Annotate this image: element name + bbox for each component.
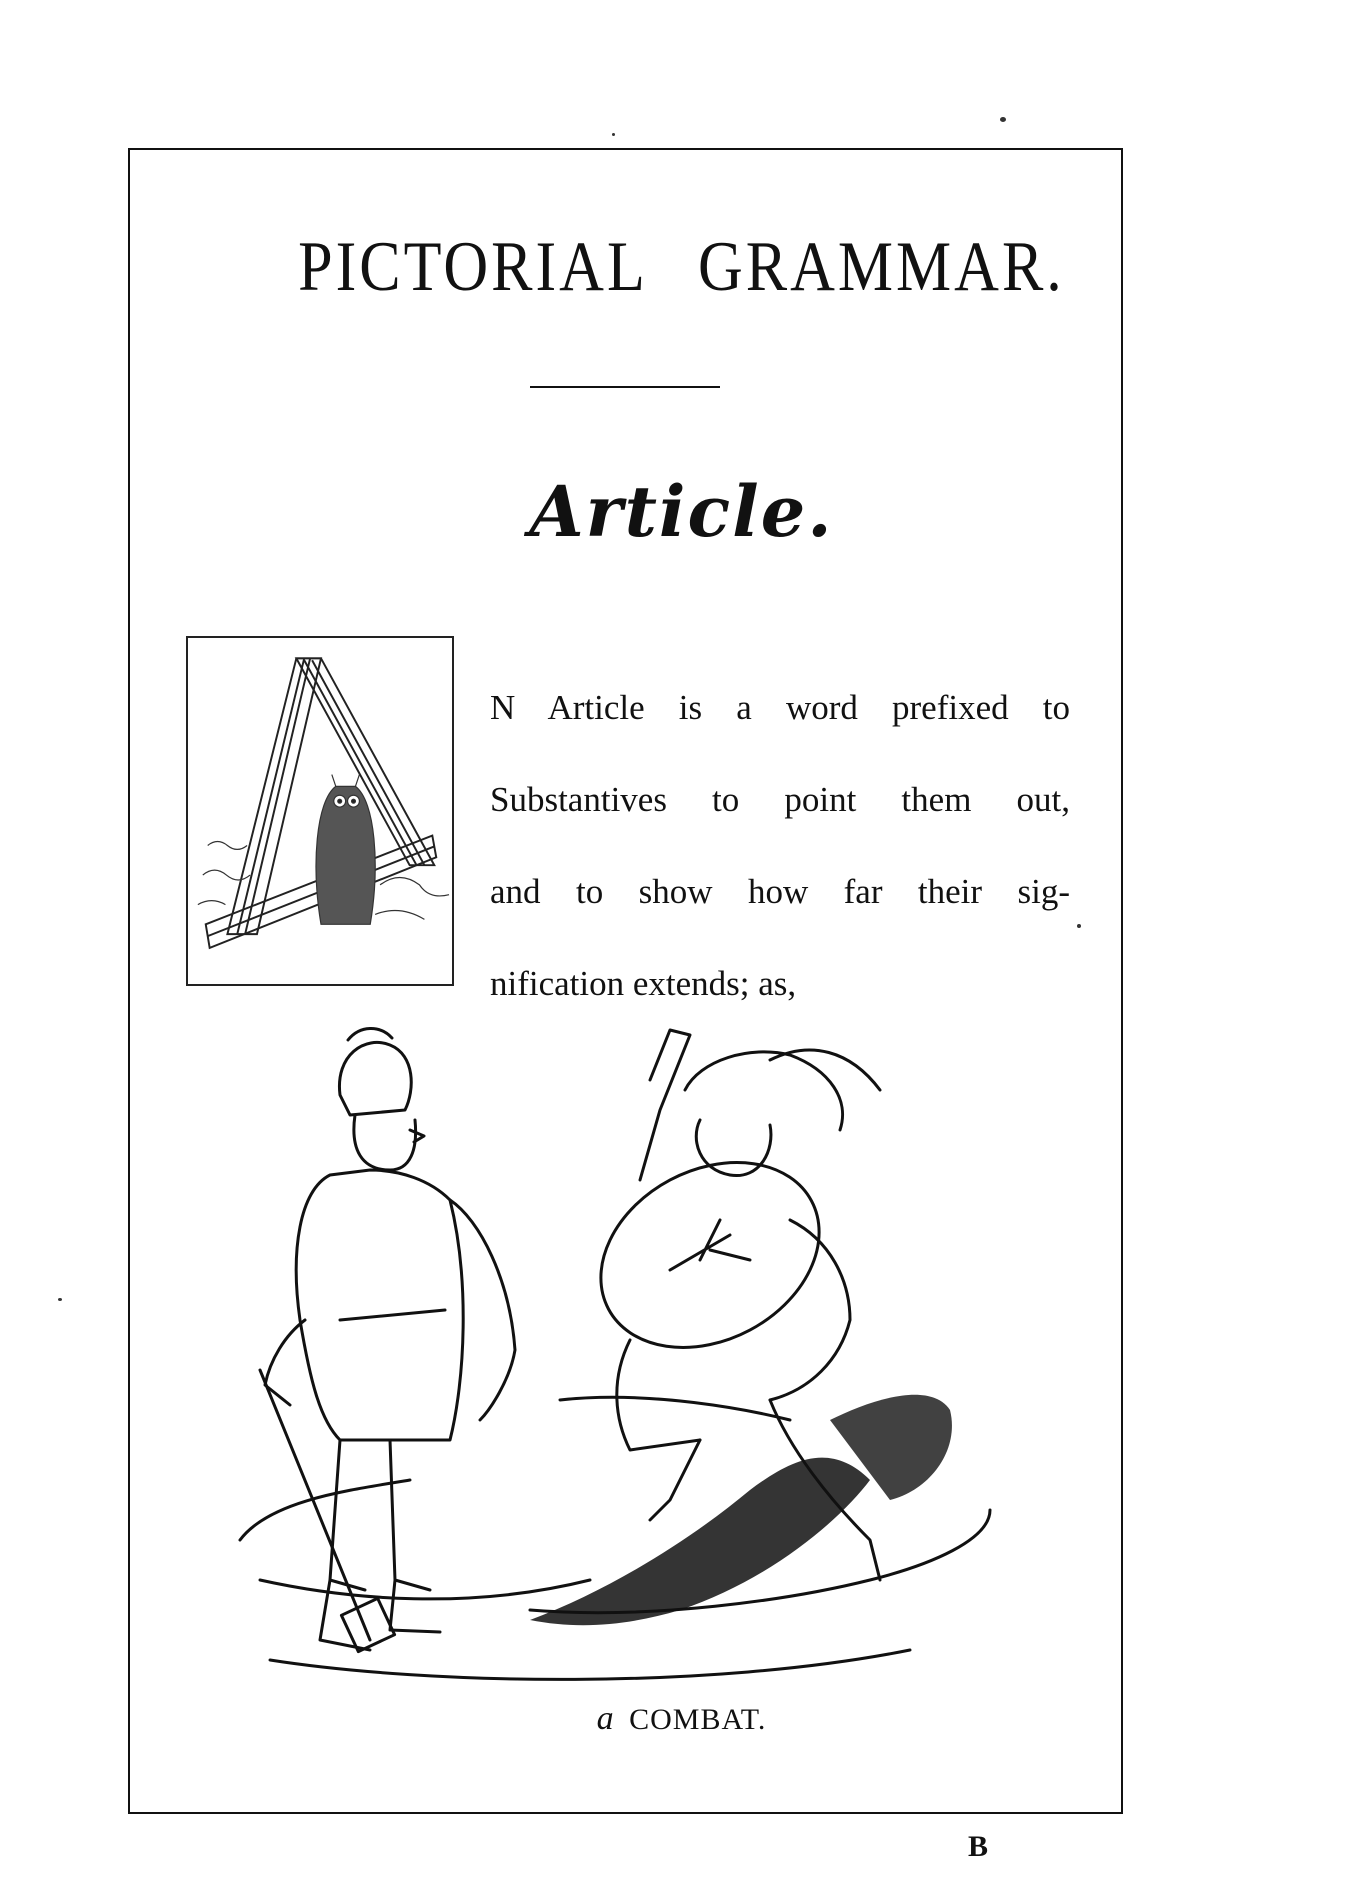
illustration-caption <box>0 1700 1363 1738</box>
title-divider <box>530 386 720 388</box>
combat-illustration <box>230 1020 1030 1700</box>
print-speck <box>1077 924 1081 928</box>
owl-letter-a-icon <box>188 638 452 984</box>
print-speck <box>612 133 615 136</box>
print-speck <box>58 1298 62 1301</box>
definition-line: and to show how far their sig- <box>490 872 1070 911</box>
definition-line: N Article is a word prefixed to <box>490 688 1070 727</box>
caption-article: a <box>596 1700 615 1737</box>
article-definition <box>490 662 1070 1030</box>
section-heading: Article. <box>529 470 834 553</box>
definition-line: nification extends; as, <box>490 964 797 1003</box>
signature-mark: B <box>968 1830 989 1863</box>
drop-cap-illustration <box>186 636 454 986</box>
combat-knights-icon <box>230 1020 1030 1700</box>
caption-text: COMBAT. <box>629 1703 767 1736</box>
print-speck <box>1000 117 1006 122</box>
page-title: PICTORIAL GRAMMAR. <box>298 227 1065 307</box>
definition-line: Substantives to point them out, <box>490 780 1070 819</box>
